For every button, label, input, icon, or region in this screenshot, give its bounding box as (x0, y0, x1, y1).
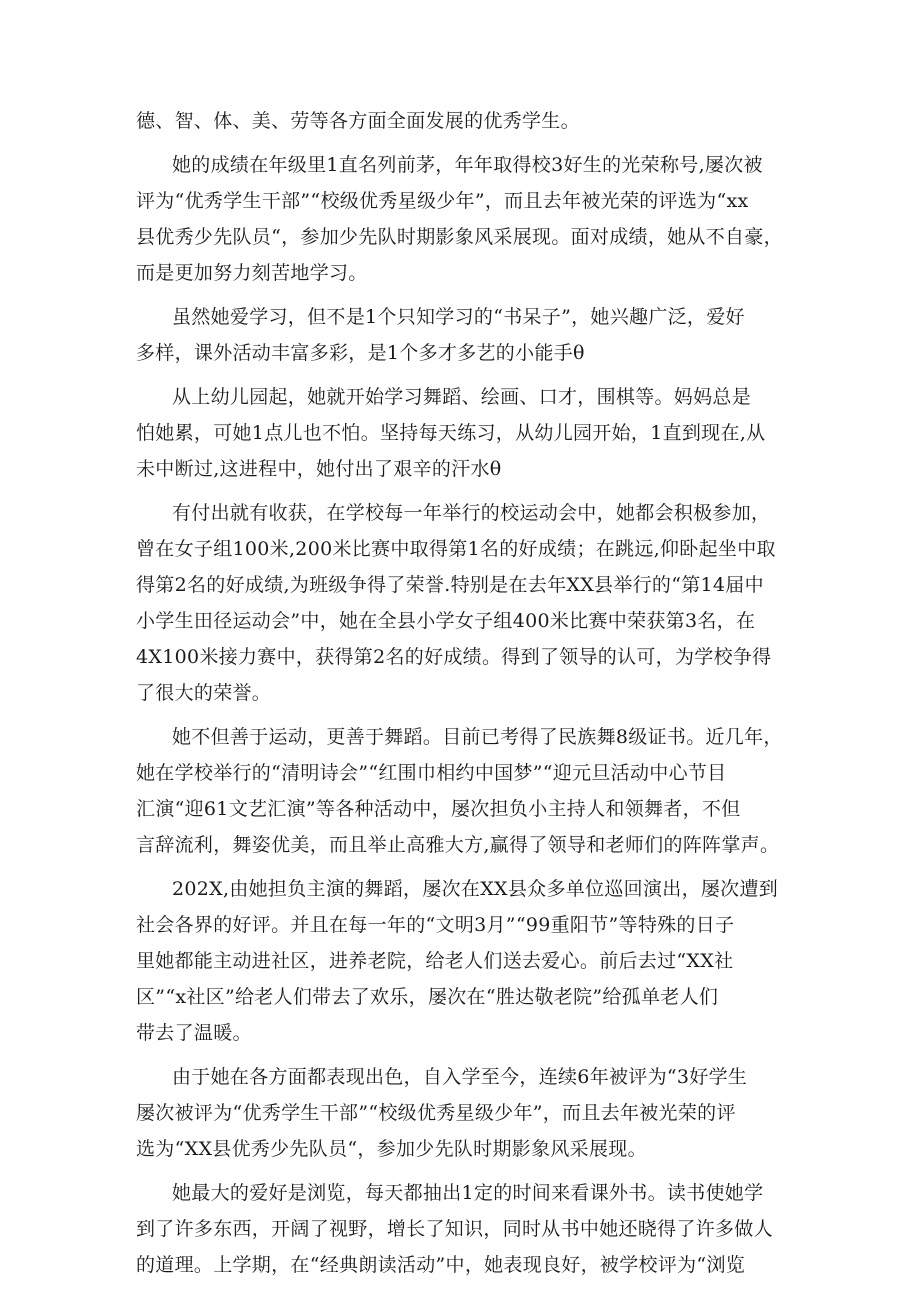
paragraph-first-line: 她不但善于运动，更善于舞蹈。目前已考得了民族舞8级证书。近几年， (172, 726, 783, 748)
text-line: 带去了温暖。 (136, 1022, 252, 1044)
text-line: 怕她累，可她1点儿也不怕。坚持每天练习，从幼儿园开始，1直到现在,从 (136, 422, 766, 444)
paragraph-first-line: 由于她在各方面都表现出色，自入学至今，连续6年被评为“3好学生 (172, 1066, 748, 1088)
paragraph-first-line: 虽然她爱学习，但不是1个只知学习的“书呆子”，她兴趣广泛，爱好 (172, 306, 745, 328)
text-line: 曾在女子组100米,200米比赛中取得第1名的好成绩；在跳远,仰卧起坐中取 (136, 538, 776, 560)
text-line: 屡次被评为“优秀学生干部”“校级优秀星级少年”，而且去年被光荣的评 (136, 1102, 736, 1124)
paragraph-first-line: 202X,由她担负主演的舞蹈，屡次在XX县众多单位巡回演出，屡次遭到 (172, 878, 779, 900)
text-line: 社会各界的好评。并且在每一年的“文明3月”“99重阳节”等特殊的日子 (136, 914, 735, 936)
text-line: 小学生田径运动会”中，她在全县小学女子组400米比赛中荣获第3名，在 (136, 610, 756, 632)
text-line: 未中断过,这进程中，她付出了艰辛的汗水θ (136, 458, 502, 480)
text-line: 了很大的荣誉。 (136, 682, 272, 704)
text-line: 她在学校举行的“清明诗会”“红围巾相约中国梦”“迎元旦活动中心节目 (136, 762, 727, 784)
text-line: 选为“XX县优秀少先队员“，参加少先队时期影象风采展现。 (136, 1138, 647, 1160)
document-text (136, 103, 790, 1283)
text-line: 汇演“迎61文艺汇演”等各种活动中，屡次担负小主持人和领舞者，不但 (136, 798, 741, 820)
text-line: 4X100米接力赛中，获得第2名的好成绩。得到了领导的认可，为学校争得 (136, 646, 772, 668)
paragraph-first-line: 有付出就有收获，在学校每一年举行的校运动会中，她都会积极参加， (172, 502, 771, 524)
paragraph-first-line: 她的成绩在年级里1直名列前茅，年年取得校3好生的光荣称号,屡次被 (172, 154, 763, 176)
text-line: 言辞流利，舞姿优美，而且举止高雅大方,赢得了领导和老师们的阵阵掌声。 (136, 834, 780, 856)
text-line: 德、智、体、美、劳等各方面全面发展的优秀学生。 (136, 110, 580, 132)
text-line: 多样，课外活动丰富多彩，是1个多才多艺的小能手θ (136, 342, 585, 364)
text-line: 区”“x社区”给老人们带去了欢乐，屡次在“胜达敬老院”给孤单老人们 (136, 986, 719, 1008)
text-line: 到了许多东西，开阔了视野，增长了知识，同时从书中她还晓得了许多做人 (136, 1218, 773, 1240)
text-line: 得第2名的好成绩,为班级争得了荣誉.特别是在去年XX县举行的“第14届中 (136, 574, 764, 596)
paragraph-first-line: 从上幼儿园起，她就开始学习舞蹈、绘画、口才，围棋等。妈妈总是 (172, 386, 752, 408)
text-line: 县优秀少先队员“，参加少先队时期影象风采展现。面对成绩，她从不自豪， (136, 226, 783, 248)
text-line: 里她都能主动进社区，进养老院，给老人们送去爱心。前后去过“XX社 (136, 950, 734, 972)
text-line: 而是更加努力刻苦地学习。 (136, 262, 368, 284)
text-line: 评为“优秀学生干部”“校级优秀星级少年”，而且去年被光荣的评选为“xx (136, 190, 749, 212)
paragraph-first-line: 她最大的爱好是浏览，每天都抽出1定的时间来看课外书。读书使她学 (172, 1182, 764, 1204)
text-line: 的道理。上学期，在“经典朗读活动”中，她表现良好，被学校评为“浏览 (136, 1254, 746, 1276)
